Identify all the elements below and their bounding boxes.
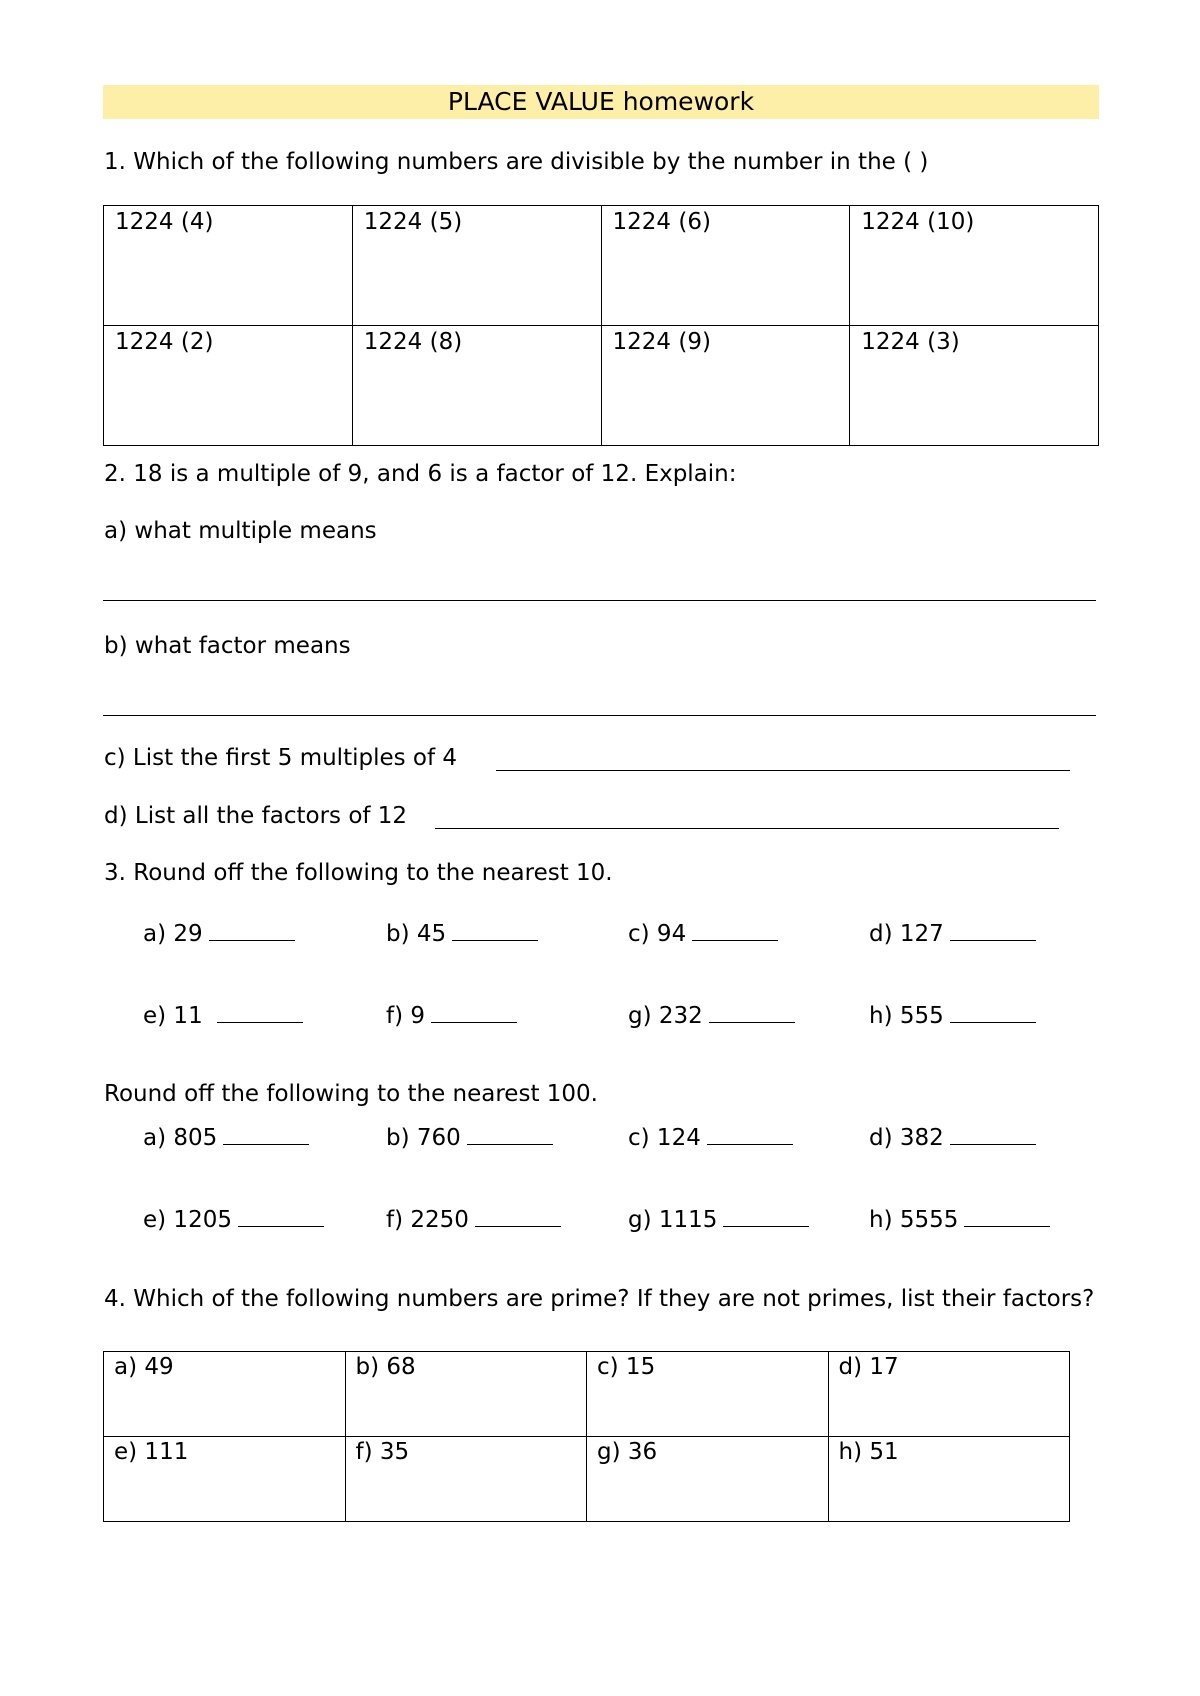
- item-label: d) 382: [869, 1125, 944, 1151]
- table-cell[interactable]: 1224 (10): [850, 206, 1099, 326]
- answer-blank[interactable]: [950, 1124, 1036, 1145]
- answer-blank[interactable]: [950, 1002, 1036, 1023]
- item-label: g) 1115: [628, 1207, 718, 1233]
- round100-prompt: Round off the following to the nearest 100.: [104, 1081, 598, 1107]
- question-2b-label: b) what factor means: [104, 633, 351, 659]
- question-2d-label: d) List all the factors of 12: [104, 803, 408, 829]
- round100-item: [869, 1206, 1050, 1232]
- table-row: [104, 206, 1099, 326]
- table-cell[interactable]: 1224 (6): [601, 206, 850, 326]
- item-label: e) 1205: [143, 1207, 232, 1233]
- question-2a-label: a) what multiple means: [104, 518, 377, 544]
- item-label: h) 5555: [869, 1207, 959, 1233]
- table-cell[interactable]: a) 49: [104, 1352, 346, 1437]
- answer-line-2a[interactable]: [103, 600, 1096, 601]
- round10-item: [628, 1002, 795, 1028]
- answer-blank[interactable]: [950, 920, 1036, 941]
- table-row: [104, 326, 1099, 446]
- table-cell[interactable]: f) 35: [345, 1437, 587, 1522]
- item-label: b) 760: [386, 1125, 461, 1151]
- answer-line-2d[interactable]: [435, 828, 1059, 829]
- round100-item: [143, 1124, 309, 1150]
- table-cell[interactable]: 1224 (4): [104, 206, 353, 326]
- answer-blank[interactable]: [238, 1206, 324, 1227]
- table-cell[interactable]: 1224 (5): [352, 206, 601, 326]
- round10-item: [628, 920, 778, 946]
- answer-blank[interactable]: [223, 1124, 309, 1145]
- answer-blank[interactable]: [475, 1206, 561, 1227]
- table-row: [104, 1352, 1070, 1437]
- table-cell[interactable]: 1224 (9): [601, 326, 850, 446]
- page-title: PLACE VALUE homework: [103, 85, 1099, 119]
- round100-item: [386, 1206, 561, 1232]
- answer-blank[interactable]: [964, 1206, 1050, 1227]
- item-label: a) 29: [143, 921, 203, 947]
- divisibility-table: [103, 205, 1099, 446]
- answer-blank[interactable]: [209, 920, 295, 941]
- item-label: f) 2250: [386, 1207, 469, 1233]
- table-cell[interactable]: c) 15: [587, 1352, 829, 1437]
- round100-item: [628, 1206, 809, 1232]
- round10-item: [386, 920, 538, 946]
- item-label: a) 805: [143, 1125, 218, 1151]
- table-cell[interactable]: b) 68: [345, 1352, 587, 1437]
- item-label: c) 94: [628, 921, 687, 947]
- prime-table: [103, 1351, 1070, 1522]
- item-label: b) 45: [386, 921, 447, 947]
- question-2c-label: c) List the first 5 multiples of 4: [104, 745, 458, 771]
- item-label: e) 11: [143, 1003, 203, 1029]
- table-row: [104, 1437, 1070, 1522]
- round10-item: [143, 920, 295, 946]
- round10-item: [143, 1002, 303, 1028]
- answer-line-2b[interactable]: [103, 715, 1096, 716]
- round10-item: [386, 1002, 517, 1028]
- item-label: d) 127: [869, 921, 944, 947]
- item-label: g) 232: [628, 1003, 703, 1029]
- answer-blank[interactable]: [217, 1002, 303, 1023]
- table-cell[interactable]: g) 36: [587, 1437, 829, 1522]
- round10-item: [869, 920, 1036, 946]
- question-4-prompt: 4. Which of the following numbers are prime? If they are not primes, list their factors?: [104, 1286, 1095, 1312]
- answer-blank[interactable]: [467, 1124, 553, 1145]
- answer-blank[interactable]: [452, 920, 538, 941]
- question-1-prompt: 1. Which of the following numbers are divisible by the number in the ( ): [104, 149, 929, 175]
- answer-blank[interactable]: [707, 1124, 793, 1145]
- item-label: h) 555: [869, 1003, 944, 1029]
- answer-blank[interactable]: [431, 1002, 517, 1023]
- table-cell[interactable]: e) 111: [104, 1437, 346, 1522]
- question-2-prompt: 2. 18 is a multiple of 9, and 6 is a factor of 12. Explain:: [104, 461, 737, 487]
- table-cell[interactable]: d) 17: [828, 1352, 1070, 1437]
- round100-item: [628, 1124, 793, 1150]
- question-3-prompt: 3. Round off the following to the nearest 10.: [104, 860, 613, 886]
- item-label: c) 124: [628, 1125, 701, 1151]
- table-cell[interactable]: 1224 (3): [850, 326, 1099, 446]
- round100-item: [143, 1206, 324, 1232]
- answer-blank[interactable]: [709, 1002, 795, 1023]
- answer-blank[interactable]: [692, 920, 778, 941]
- item-label: f) 9: [386, 1003, 426, 1029]
- round100-item: [869, 1124, 1036, 1150]
- round100-item: [386, 1124, 553, 1150]
- answer-blank[interactable]: [723, 1206, 809, 1227]
- table-cell[interactable]: 1224 (2): [104, 326, 353, 446]
- answer-line-2c[interactable]: [496, 770, 1070, 771]
- table-cell[interactable]: 1224 (8): [352, 326, 601, 446]
- table-cell[interactable]: h) 51: [828, 1437, 1070, 1522]
- round10-item: [869, 1002, 1036, 1028]
